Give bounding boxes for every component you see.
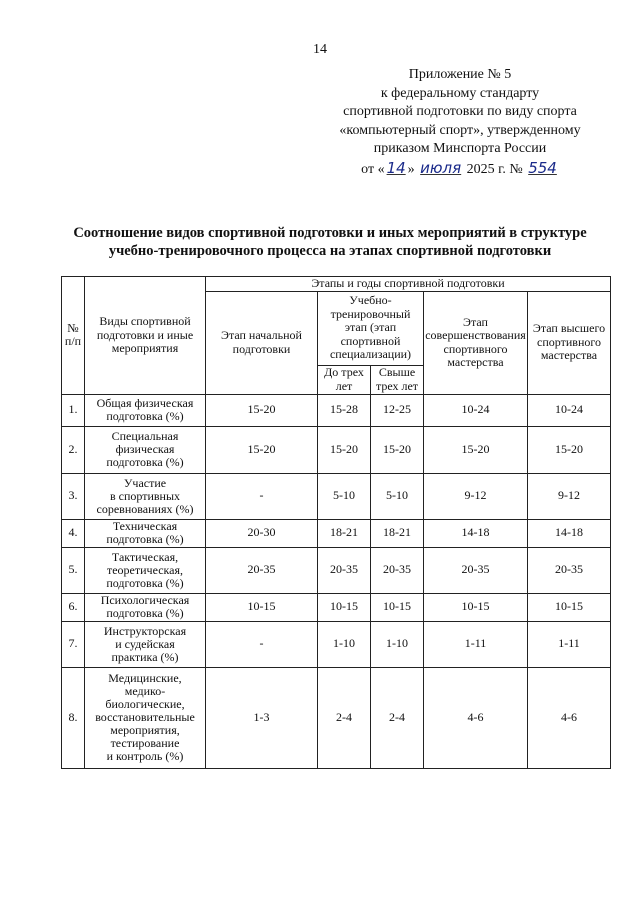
header-stages-group: Этапы и годы спортивной подготовки [206,277,611,292]
cell-over3: 12-25 [371,394,424,426]
header-over3: Свыше трех лет [371,365,424,394]
cell-highest: 10-24 [528,394,611,426]
label-line: Психологическая [100,593,190,607]
header-training: Учебно-тренировочный этап (этап спортивной специализации) [318,291,424,365]
cell-upto3: 10-15 [318,593,371,621]
header-upto3: До трех лет [318,365,371,394]
table-row [62,426,611,473]
appendix-line: Приложение № 5 [408,67,512,82]
table-row [62,394,611,426]
cell-improvement: 14-18 [424,519,528,547]
table-body [62,394,611,768]
cell-over3: 1-10 [371,621,424,667]
cell-highest: 20-35 [528,547,611,593]
cell-over3: 18-21 [371,519,424,547]
cell-over3: 2-4 [371,667,424,768]
cell-improvement: 10-15 [424,593,528,621]
label-line: медико- [124,684,166,698]
cell-num: 4. [62,519,85,547]
cell-initial: - [206,473,318,519]
date-prefix: от « [361,161,385,177]
handwritten-number: 554 [528,158,557,177]
cell-type-label [85,473,206,519]
label-line: Общая физическая [96,396,194,410]
title-line: учебно-тренировочного процесса на этапах спортивной подготовки [108,243,552,259]
label-line: и судейская [115,636,175,651]
cell-num: 2. [62,426,85,473]
cell-num: 8. [62,667,85,768]
cell-num: 1. [62,394,85,426]
label-line: подготовка (%) [106,606,184,620]
cell-num: 6. [62,593,85,621]
cell-initial: 10-15 [206,593,318,621]
page-number: 14 [313,42,327,57]
appendix-date-line [300,159,620,180]
document-title [40,224,620,260]
cell-highest: 1-11 [528,621,611,667]
cell-improvement: 4-6 [424,667,528,768]
cell-improvement: 20-35 [424,547,528,593]
label-line: теоретическая, [106,562,184,577]
cell-num: 7. [62,621,85,667]
label-line: в спортивных [109,488,181,503]
title-line: Соотношение видов спортивной подготовки и иных мероприятий в структуре [73,225,587,241]
table-row [62,547,611,593]
cell-initial: 15-20 [206,426,318,473]
cell-upto3: 15-20 [318,426,371,473]
cell-num: 5. [62,547,85,593]
table-row [62,667,611,768]
cell-initial: 20-35 [206,547,318,593]
label-line: Тактическая, [111,549,179,564]
table-row [62,593,611,621]
handwritten-month: июля [420,158,462,177]
cell-type-label [85,426,206,473]
cell-upto3: 15-28 [318,394,371,426]
cell-type-label [85,621,206,667]
cell-over3: 5-10 [371,473,424,519]
cell-initial: - [206,621,318,667]
cell-type-label [85,593,206,621]
cell-upto3: 20-35 [318,547,371,593]
cell-num: 3. [62,473,85,519]
cell-improvement: 1-11 [424,621,528,667]
cell-upto3: 2-4 [318,667,371,768]
table-row [62,473,611,519]
cell-improvement: 10-24 [424,394,528,426]
date-year: 2025 г. № [466,161,523,177]
label-line: Техническая [112,519,178,533]
label-line: подготовка (%) [106,409,184,423]
cell-type-label [85,519,206,547]
label-line: Специальная [111,429,179,443]
date-close: » [407,161,415,177]
cell-over3: 20-35 [371,547,424,593]
cell-upto3: 18-21 [318,519,371,547]
label-line: биологические, [105,697,185,711]
cell-initial: 20-30 [206,519,318,547]
cell-type-label [85,547,206,593]
appendix-line: приказом Минспорта России [373,141,547,156]
cell-highest: 15-20 [528,426,611,473]
label-line: и контроль (%) [106,749,184,763]
cell-over3: 10-15 [371,593,424,621]
cell-improvement: 15-20 [424,426,528,473]
appendix-line: спортивной подготовки по виду спорта [343,104,577,119]
header-types: Виды спортивной подготовки и иные мероприятия [85,277,206,395]
appendix-block [300,66,620,179]
cell-highest: 10-15 [528,593,611,621]
appendix-line: к федеральному стандарту [380,85,540,101]
stages-table [61,276,611,769]
cell-improvement: 9-12 [424,473,528,519]
label-line: подготовка (%) [106,455,184,469]
header-improvement: Этап совершенствования спортивного мастерства [424,291,528,394]
label-line: соревнованиях (%) [96,501,194,516]
table-row [62,519,611,547]
cell-highest: 14-18 [528,519,611,547]
cell-upto3: 1-10 [318,621,371,667]
label-line: восстановительные [95,710,195,724]
label-line: Инструкторская [103,623,187,638]
cell-initial: 1-3 [206,667,318,768]
handwritten-day: 14 [386,158,406,177]
header-num: № п/п [62,277,85,395]
cell-type-label [85,667,206,768]
label-line: тестирование [110,736,180,750]
label-line: практика (%) [111,649,179,664]
label-line: подготовка (%) [106,532,184,546]
table-row [62,621,611,667]
header-initial: Этап начальной подготовки [206,291,318,394]
label-line: мероприятия, [110,723,180,737]
label-line: физическая [115,442,175,456]
cell-highest: 9-12 [528,473,611,519]
cell-over3: 15-20 [371,426,424,473]
label-line: подготовка (%) [106,575,184,590]
header-highest: Этап высшего спортивного мастерства [528,291,611,394]
cell-type-label [85,394,206,426]
label-line: Медицинские, [108,671,182,685]
label-line: Участие [123,475,167,490]
cell-initial: 15-20 [206,394,318,426]
appendix-line: «компьютерный спорт», утвержденному [339,122,581,138]
cell-upto3: 5-10 [318,473,371,519]
cell-highest: 4-6 [528,667,611,768]
